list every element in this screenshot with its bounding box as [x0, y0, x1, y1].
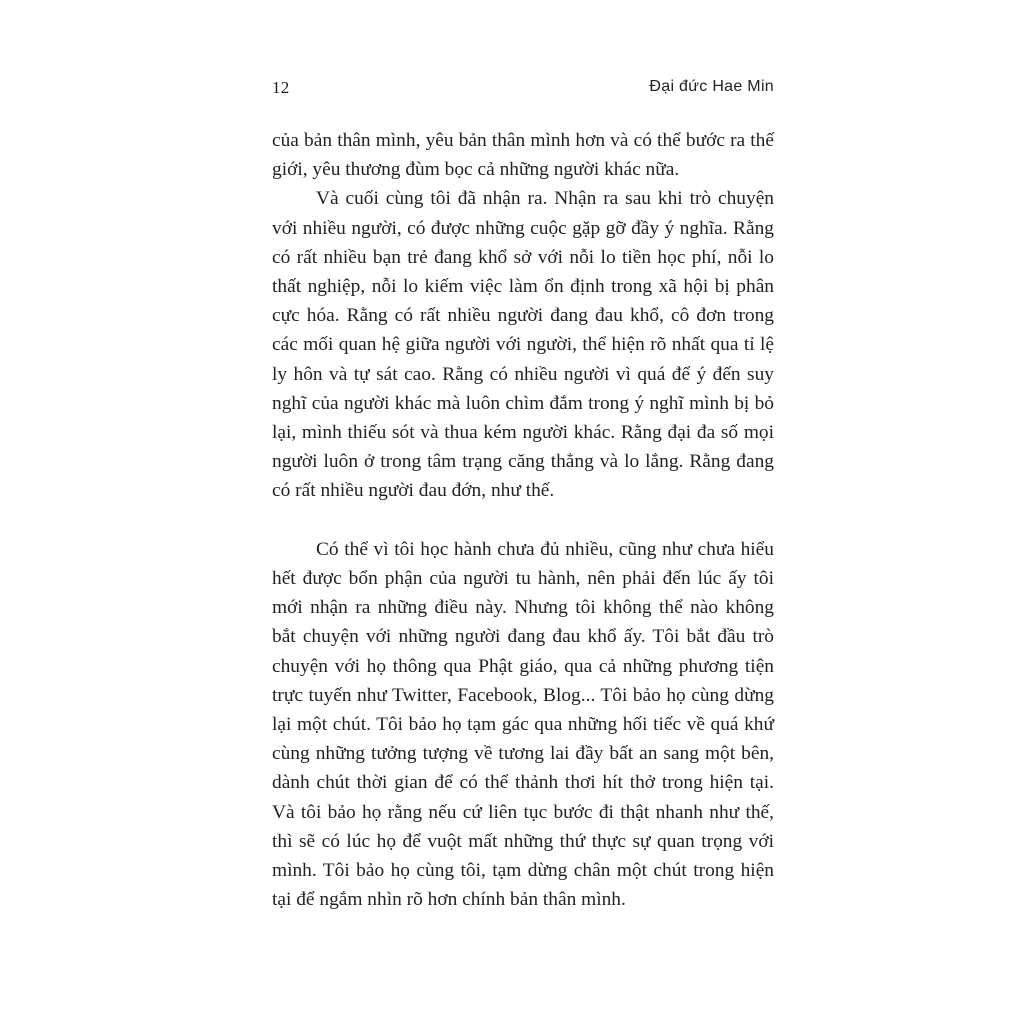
- paragraph: Và cuối cùng tôi đã nhận ra. Nhận ra sau khi trò chuyện với nhiều người, có được những cuộc gặp gỡ đầy ý nghĩa. Rằng có rất nhiều bạn trẻ đang khổ sở với nỗi lo tiền học phí, nỗi lo thất nghiệp, nỗi lo kiếm việc làm ổn định trong xã hội bị phân cực hóa. Rằng có rất nhiều người đang đau khổ, cô đơn trong các mối quan hệ giữa người với người, thể hiện rõ nhất qua tỉ lệ ly hôn và tự sát cao. Rằng có nhiều người vì quá để ý đến suy nghĩ của người khác mà luôn chìm đắm trong ý nghĩ mình bị bỏ lại, mình thiếu sót và thua kém người khác. Rằng đại đa số mọi người luôn ở trong tâm trạng căng thẳng và lo lắng. Rằng đang có rất nhiều người đau đớn, như thế.: [272, 188, 774, 502]
- running-head: Đại đức Hae Min: [649, 78, 774, 95]
- paragraph-continued: của bản thân mình, yêu bản thân mình hơn và có thể bước ra thế giới, yêu thương đùm bọc cả những người khác nữa.: [272, 130, 774, 181]
- paragraph: Có thể vì tôi học hành chưa đủ nhiều, cũng như chưa hiểu hết được bổn phận của người tu hành, nên phải đến lúc ấy tôi mới nhận ra những điều này. Nhưng tôi không thể nào không bắt chuyện với những người đang đau khổ ấy. Tôi bắt đầu trò chuyện với họ thông qua Phật giáo, qua cả những phương tiện trực tuyến như Twitter, Facebook, Blog... Tôi bảo họ cùng dừng lại một chút. Tôi bảo họ tạm gác qua những hối tiếc về quá khứ cùng những tưởng tượng về tương lai đầy bất an sang một bên, dành chút thời gian để có thể thảnh thơi hít thở trong hiện tại. Và tôi bảo họ rằng nếu cứ liên tục bước đi thật nhanh như thế, thì sẽ có lúc họ để vuột mất những thứ thực sự quan trọng với mình. Tôi bảo họ cùng tôi, tạm dừng chân một chút trong hiện tại để ngắm nhìn rõ hơn chính bản thân mình.: [272, 538, 774, 911]
- body-text: [272, 126, 774, 914]
- page-number: 12: [272, 78, 290, 97]
- page-header: [272, 78, 774, 106]
